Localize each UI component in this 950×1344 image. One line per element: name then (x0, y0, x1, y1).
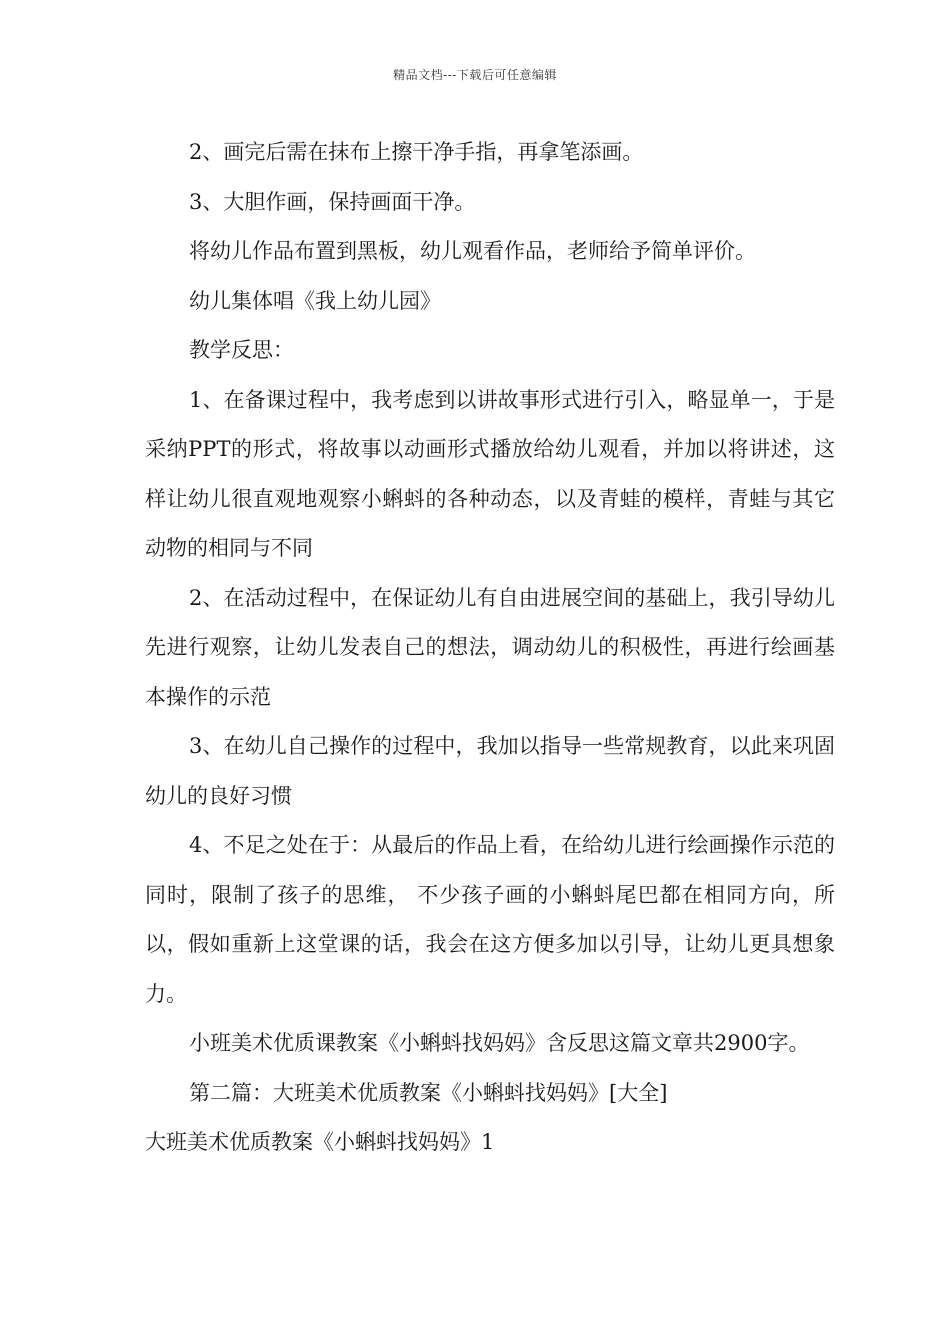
paragraph: 1、在备课过程中，我考虑到以讲故事形式进行引入，略显单一，于是采纳PPT的形式，将故事以动画形式播放给幼儿观看，并加以将讲述，这样让幼儿很直观地观察小蝌蚪的各种动态，以及青蛙的模样，青蛙与其它动物的相同与不同 (145, 387, 835, 560)
paragraph: 2、画完后需在抹布上擦干净手指，再拿笔添画。 (189, 140, 644, 164)
paragraph: 将幼儿作品布置到黑板，幼儿观看作品，老师给予简单评价。 (189, 239, 756, 263)
paragraph: 小班美术优质课教案《小蝌蚪找妈妈》含反思这篇文章共2900字。 (189, 1031, 810, 1055)
paragraph: 2、在活动过程中，在保证幼儿有自由进展空间的基础上，我引导幼儿先进行观察，让幼儿发表自己的想法，调动幼儿的积极性，再进行绘画基本操作的示范 (145, 585, 835, 709)
paragraph: 幼儿集体唱《我上幼儿园》 (189, 288, 441, 313)
subsection-title: 大班美术优质教案《小蝌蚪找妈妈》1 (145, 1130, 495, 1154)
paragraph: 3、大胆作画，保持画面干净。 (189, 189, 476, 214)
paragraph: 4、不足之处在于：从最后的作品上看，在给幼儿进行绘画操作示范的同时，限制了孩子的思维， 不少孩子画的小蝌蚪尾巴都在相同方向，所以，假如重新上这堂课的话，我会在这方便多加以引导，让幼儿更具想象力。 (145, 833, 835, 1006)
page-header: 精品文档---下载后可任意编辑 (393, 68, 557, 82)
section-heading: 教学反思： (189, 338, 294, 362)
section-title: 第二篇：大班美术优质教案《小蝌蚪找妈妈》[大全] (189, 1080, 668, 1105)
paragraph: 3、在幼儿自己操作的过程中，我加以指导一些常规教育，以此来巩固幼儿的良好习惯 (145, 734, 835, 808)
document-body (145, 128, 835, 1168)
